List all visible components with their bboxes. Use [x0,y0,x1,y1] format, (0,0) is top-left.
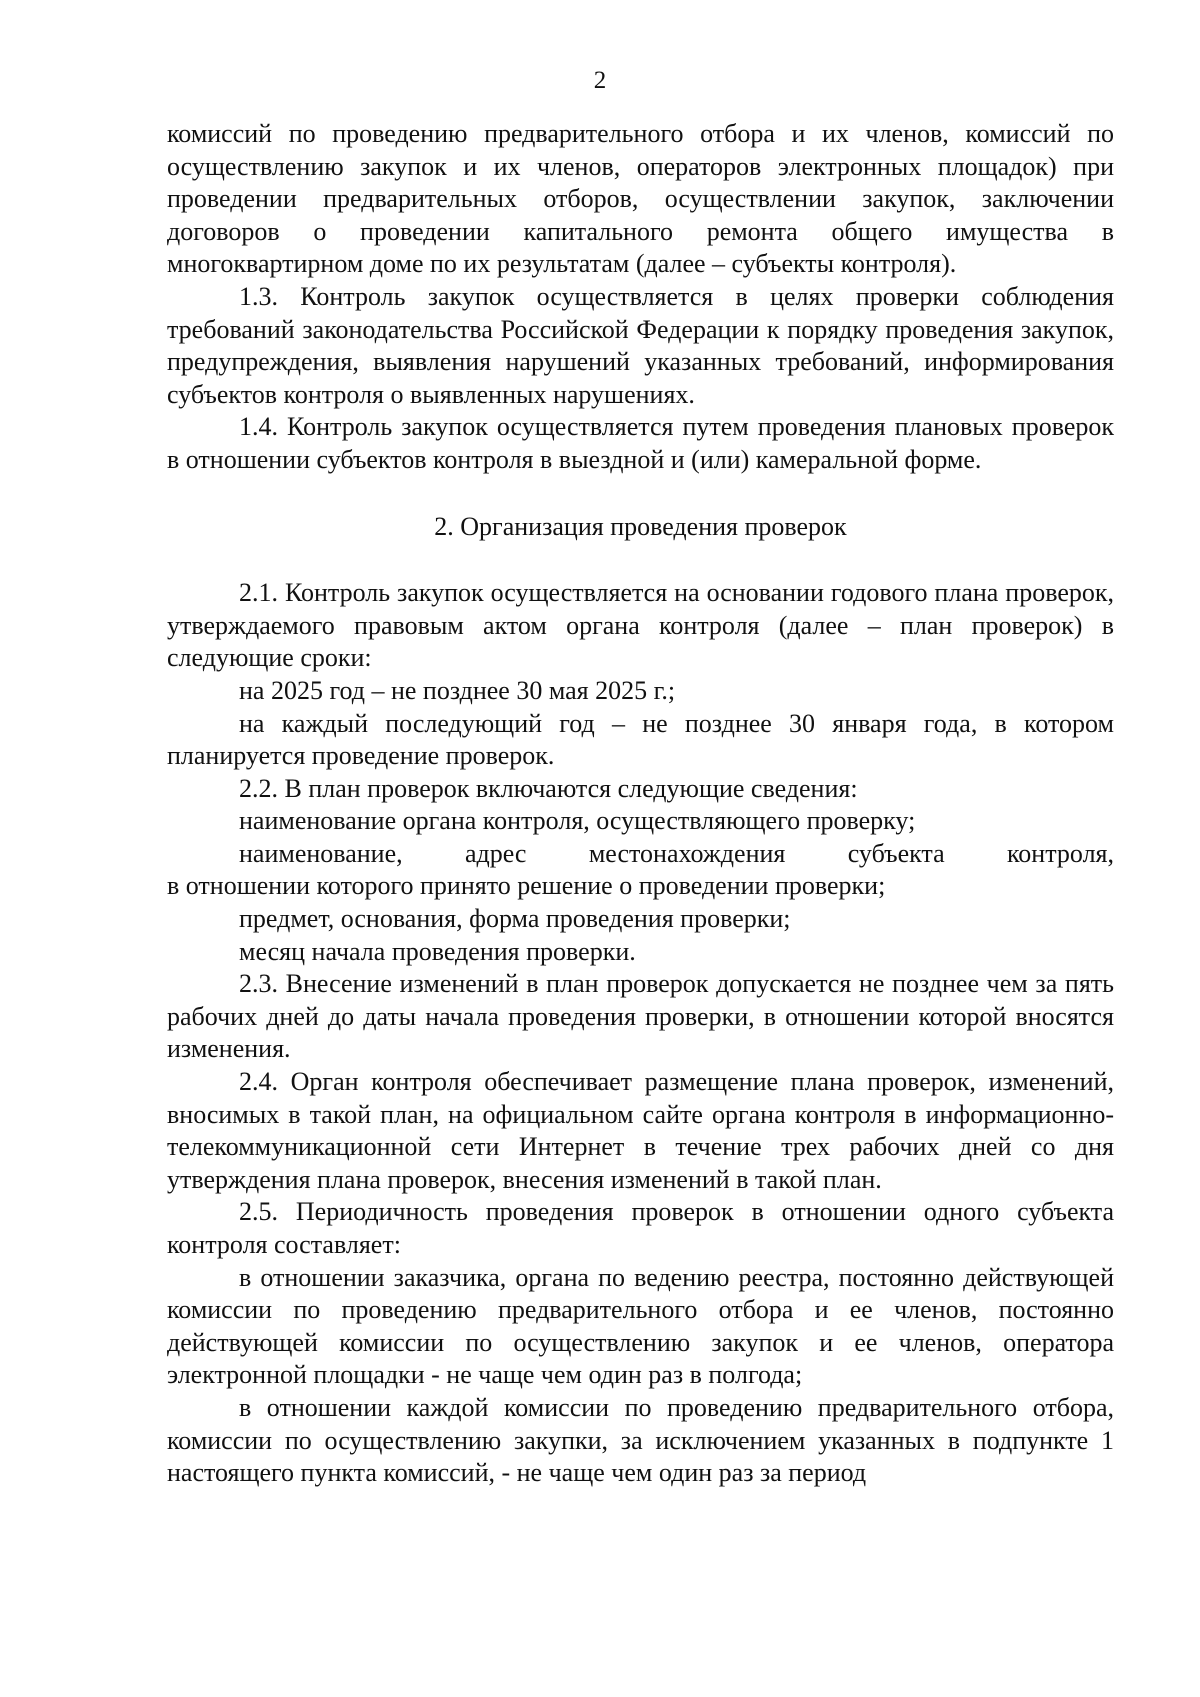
paragraph-2-2-item-b-line2: в отношении которого принято решение о проведении проверки; [167,871,886,901]
paragraph-2-5-item-a: в отношении заказчика, органа по ведению реестра, постоянно действующей комиссии по проведению предварительного отбора и ее членов, постоянно действующей комиссии по осуществлению закупок и ее членов, оператора электронной площадки - не чаще чем один раз в полгода; [167,1262,1114,1390]
paragraph-1-4: 1.4. Контроль закупок осуществляется путем проведения плановых проверок в отношении субъектов контроля в выездной и (или) камеральной форме. [167,412,1114,474]
paragraph-2-2-item-b-line1: наименование, адрес местонахождения субъекта контроля, [239,838,1114,868]
paragraph-2-3: 2.3. Внесение изменений в план проверок допускается не позднее чем за пять рабочих дней до даты начала проведения проверки, в отношении которой вносятся изменения. [167,969,1114,1064]
paragraph-intro-continuation: комиссий по проведению предварительного отбора и их членов, комиссий по осуществлению закупок и их членов, операторов электронных площадок) при проведении предварительных отборов, осуществлении закупок, заключении договоров о проведении капитального ремонта общего имущества в многоквартирном доме по их результатам (далее – субъекты контроля). [167,119,1114,279]
paragraph-2-2-item-a: наименование органа контроля, осуществляющего проверку; [239,806,916,836]
paragraph-2-1-item-a: на 2025 год – не позднее 30 мая 2025 г.; [239,675,676,705]
paragraph-2-2: 2.2. В план проверок включаются следующие сведения: [239,773,858,803]
paragraph-2-2-item-c: предмет, основания, форма проведения проверки; [239,904,791,934]
paragraph-1-3: 1.3. Контроль закупок осуществляется в целях проверки соблюдения требований законодательства Российской Федерации к порядку проведения закупок, предупреждения, выявления нарушений указанных требований, информирования субъектов контроля о выявленных нарушениях. [167,281,1114,409]
paragraph-2-5-item-b: в отношении каждой комиссии по проведению предварительного отбора, комиссии по осуществлению закупки, за исключением указанных в подпункте 1 настоящего пункта комиссий, - не чаще чем один раз за период [167,1392,1114,1488]
document-body [167,118,1114,1490]
section-heading-2: 2. Организация проведения проверок [434,511,847,541]
paragraph-2-1: 2.1. Контроль закупок осуществляется на основании годового плана проверок, утверждаемого правовым актом органа контроля (далее – план проверок) в следующие сроки: [167,578,1114,673]
paragraph-2-4: 2.4. Орган контроля обеспечивает размещение плана проверок, изменений, вносимых в такой план, на официальном сайте органа контроля в информационно-телекоммуникационной сети Интернет в течение трех рабочих дней со дня утверждения плана проверок, внесения изменений в такой план. [167,1067,1114,1194]
page-number: 2 [593,67,607,94]
paragraph-2-5: 2.5. Периодичность проведения проверок в отношении одного субъекта контроля составляет: [167,1197,1114,1259]
paragraph-2-1-item-b: на каждый последующий год – не позднее 30 января года, в котором планируется проведение проверок. [167,708,1114,771]
paragraph-2-2-item-d: месяц начала проведения проверки. [239,936,636,966]
